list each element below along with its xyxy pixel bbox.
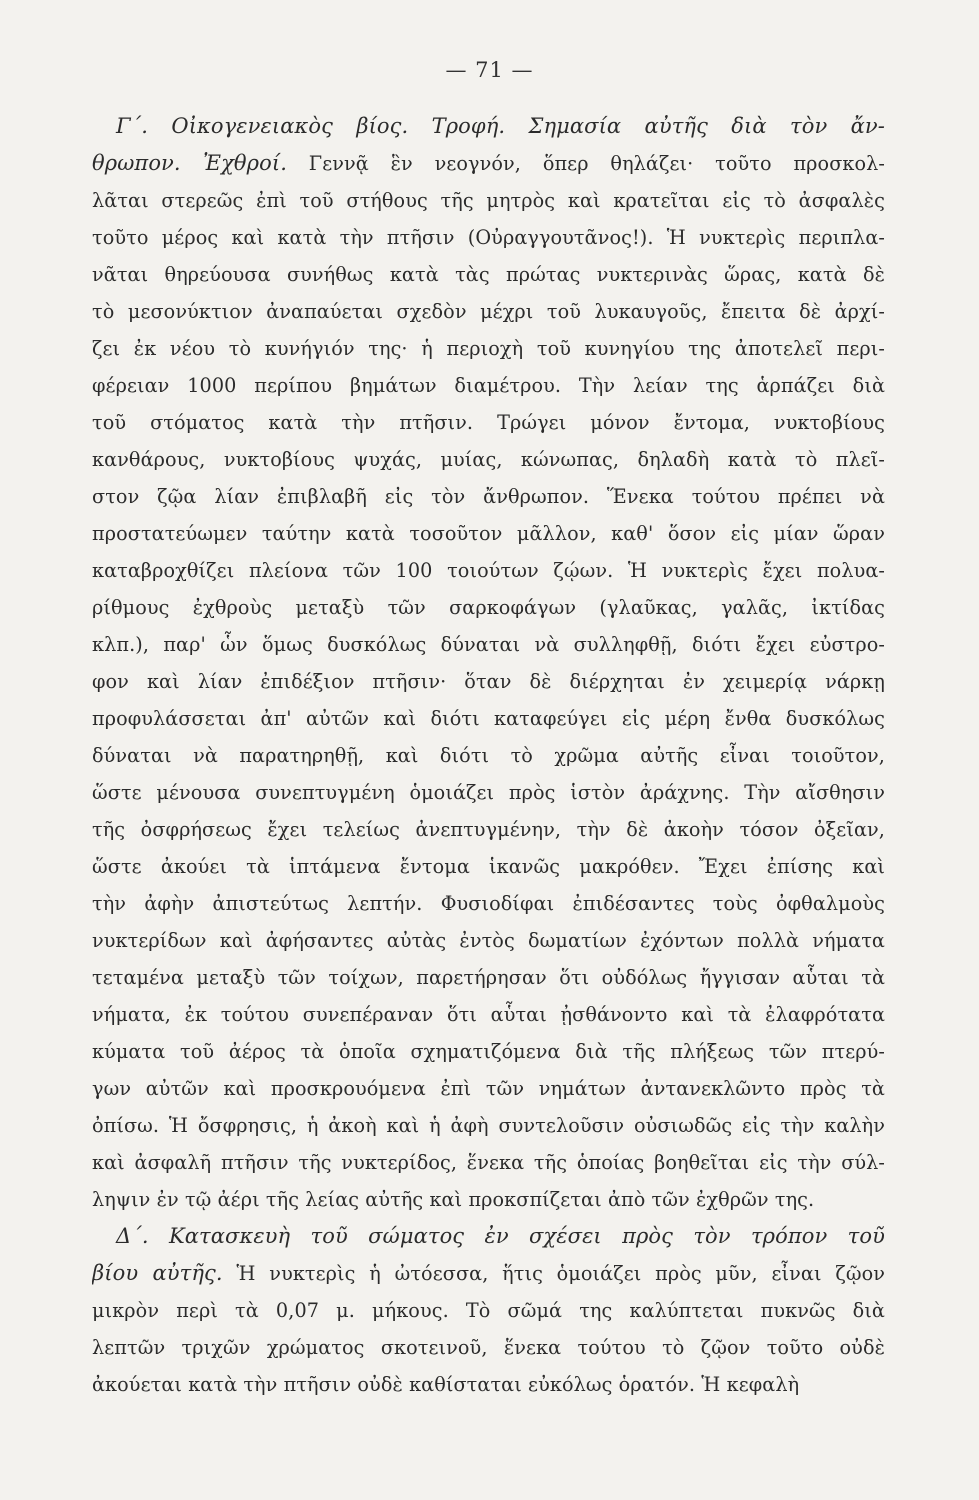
- text-line: [92, 256, 885, 293]
- line-text: στον ζῷα λίαν ἐπιβλαβῆ εἰς τὸν ἄνθρωπον. Ἕνεκα τούτου πρέπει νὰ: [92, 485, 885, 508]
- line-text: ὀπίσω. Ἡ ὄσφρησις, ἡ ἀκοὴ καὶ ἡ ἀφὴ συντελοῦσιν οὐσιωδῶς εἰς τὴν καλὴν: [92, 1114, 885, 1137]
- text-line: [92, 145, 885, 182]
- line-text: γων αὐτῶν καὶ προσκρουόμενα ἐπὶ τῶν νημάτων ἀντανεκλῶντο πρὸς τὰ: [92, 1077, 885, 1100]
- line-text: τὸ μεσονύκτιον ἀναπαύεται σχεδὸν μέχρι τοῦ λυκαυγοῦς, ἔπειτα δὲ ἀρχί-: [92, 300, 885, 323]
- line-text: φον καὶ λίαν ἐπιδέξιον πτῆσιν· ὅταν δὲ διέρχηται ἐν χειμερίᾳ νάρκῃ: [92, 670, 885, 693]
- text-line: [92, 330, 885, 367]
- line-text: λᾶται στερεῶς ἐπὶ τοῦ στήθους τῆς μητρὸς καὶ κρατεῖται εἰς τὸ ἀσφαλὲς: [92, 189, 885, 212]
- section-gamma: [92, 108, 885, 1218]
- line-text: ὥστε μένουσα συνεπτυγμένη ὁμοιάζει πρὸς ἱστὸν ἀράχνης. Τὴν αἴσθησιν: [92, 781, 885, 804]
- text-line: [92, 1292, 885, 1329]
- text-line: [92, 1144, 885, 1181]
- text-line: [92, 1255, 885, 1292]
- line-text: δύναται νὰ παρατηρηθῇ, καὶ διότι τὸ χρῶμα αὐτῆς εἶναι τοιοῦτον,: [92, 744, 885, 767]
- line-text: νᾶται θηρεύουσα συνήθως κατὰ τὰς πρώτας νυκτερινὰς ὥρας, κατὰ δὲ: [92, 263, 885, 286]
- line-text: κύματα τοῦ ἀέρος τὰ ὁποῖα σχηματιζόμενα διὰ τῆς πλήξεως τῶν πτερύ-: [92, 1040, 885, 1063]
- line-text: νυκτερίδων καὶ ἀφήσαντες αὐτὰς ἐντὸς δωματίων ἐχόντων πολλὰ νήματα: [92, 929, 885, 952]
- line-text: Ἡ νυκτερὶς ἡ ὠτόεσσα, ἥτις ὁμοιάζει πρὸς μῦν, εἶναι ζῷον: [222, 1262, 885, 1285]
- line-text: φέρειαν 1000 περίπου βημάτων διαμέτρου. Τὴν λείαν της ἁρπάζει διὰ: [92, 374, 885, 397]
- text-line: [92, 182, 885, 219]
- line-text: ἀκούεται κατὰ τὴν πτῆσιν οὐδὲ καθίσταται εὐκόλως ὁρατόν. Ἡ κεφαλὴ: [92, 1373, 800, 1396]
- line-text: κανθάρους, νυκτοβίους ψυχάς, μυίας, κώνωπας, δηλαδὴ κατὰ τὸ πλεῖ-: [92, 448, 885, 471]
- line-text: τὴν ἀφὴν ἀπιστεύτως λεπτήν. Φυσιοδίφαι ἐπιδέσαντες τοὺς ὀφθαλμοὺς: [92, 892, 885, 915]
- line-text: προστατεύωμεν ταύτην κατὰ τοσοῦτον μᾶλλον, καθ' ὅσον εἰς μίαν ὥραν: [92, 522, 885, 545]
- line-text: ληψιν ἐν τῷ ἀέρι τῆς λείας αὐτῆς καὶ προκσπίζεται ἀπὸ τῶν ἐχθρῶν της.: [92, 1188, 815, 1211]
- section-heading: θρωπον. Ἐχθροί.: [92, 151, 287, 175]
- line-text: τοῦ στόματος κατὰ τὴν πτῆσιν. Τρώγει μόνον ἔντομα, νυκτοβίους: [92, 411, 885, 434]
- text-line: [92, 108, 885, 145]
- line-text: ὥστε ἀκούει τὰ ἱπτάμενα ἔντομα ἱκανῶς μακρόθεν. Ἔχει ἐπίσης καὶ: [92, 855, 885, 878]
- text-line: [92, 1366, 885, 1403]
- line-text: κλπ.), παρ' ὧν ὅμως δυσκόλως δύναται νὰ συλληφθῇ, διότι ἔχει εὐστρο-: [92, 633, 885, 656]
- line-text: Γεννᾷ ἓν νεογνόν, ὅπερ θηλάζει· τοῦτο προσκολ-: [286, 152, 885, 175]
- line-text: τοῦτο μέρος καὶ κατὰ τὴν πτῆσιν (Οὐραγγουτᾶνος!). Ἡ νυκτερὶς περιπλα-: [92, 226, 885, 249]
- text-line: [92, 996, 885, 1033]
- text-line: [92, 885, 885, 922]
- section-heading: Δ΄. Κατασκευὴ τοῦ σώματος ἐν σχέσει πρὸς τὸν τρόπον τοῦ: [116, 1224, 885, 1248]
- text-line: [92, 922, 885, 959]
- section-heading: βίου αὐτῆς.: [92, 1261, 223, 1285]
- line-text: ρίθμους ἐχθροὺς μεταξὺ τῶν σαρκοφάγων (γλαῦκας, γαλᾶς, ἰκτίδας: [92, 596, 885, 619]
- text-line: [92, 219, 885, 256]
- text-line: [92, 700, 885, 737]
- line-text: νήματα, ἐκ τούτου συνεπέραναν ὅτι αὗται ᾐσθάνοντο καὶ τὰ ἐλαφρότατα: [92, 1003, 885, 1026]
- text-line: [92, 959, 885, 996]
- text-line: [92, 848, 885, 885]
- line-text: καταβροχθίζει πλείονα τῶν 100 τοιούτων ζῴων. Ἡ νυκτερὶς ἔχει πολυα-: [92, 559, 885, 582]
- text-line: [92, 1181, 885, 1218]
- text-line: [92, 737, 885, 774]
- line-text: τεταμένα μεταξὺ τῶν τοίχων, παρετήρησαν ὅτι οὐδόλως ἤγγισαν αὗται τὰ: [92, 966, 885, 989]
- text-line: [92, 774, 885, 811]
- text-line: [92, 811, 885, 848]
- line-text: λεπτῶν τριχῶν χρώματος σκοτεινοῦ, ἕνεκα τούτου τὸ ζῷον τοῦτο οὐδὲ: [92, 1336, 885, 1359]
- text-line: [92, 441, 885, 478]
- body-text: [92, 108, 885, 1403]
- line-text: ζει ἐκ νέου τὸ κυνήγιόν της· ἡ περιοχὴ τοῦ κυνηγίου της ἀποτελεῖ περι-: [92, 337, 885, 360]
- text-line: [92, 1107, 885, 1144]
- text-line: [92, 626, 885, 663]
- section-heading: Γ΄. Οἰκογενειακὸς βίος. Τροφή. Σημασία αὐτῆς διὰ τὸν ἄν-: [116, 114, 885, 138]
- text-line: [92, 1329, 885, 1366]
- text-line: [92, 293, 885, 330]
- text-line: [92, 367, 885, 404]
- line-text: μικρὸν περὶ τὰ 0,07 μ. μήκους. Τὸ σῶμά της καλύπτεται πυκνῶς διὰ: [92, 1299, 885, 1322]
- text-line: [92, 515, 885, 552]
- text-line: [92, 404, 885, 441]
- text-line: [92, 589, 885, 626]
- line-text: προφυλάσσεται ἀπ' αὐτῶν καὶ διότι καταφεύγει εἰς μέρη ἔνθα δυσκόλως: [92, 707, 885, 730]
- text-line: [92, 1033, 885, 1070]
- line-text: καὶ ἀσφαλῆ πτῆσιν τῆς νυκτερίδος, ἕνεκα τῆς ὁποίας βοηθεῖται εἰς τὴν σύλ-: [92, 1151, 885, 1174]
- page-number: — 71 —: [445, 58, 534, 82]
- text-line: [92, 663, 885, 700]
- text-line: [92, 1218, 885, 1255]
- text-line: [92, 552, 885, 589]
- text-line: [92, 478, 885, 515]
- section-delta: [92, 1218, 885, 1403]
- text-line: [92, 1070, 885, 1107]
- line-text: τῆς ὀσφρήσεως ἔχει τελείως ἀνεπτυγμένην, τὴν δὲ ἀκοὴν τόσον ὀξεῖαν,: [92, 818, 885, 841]
